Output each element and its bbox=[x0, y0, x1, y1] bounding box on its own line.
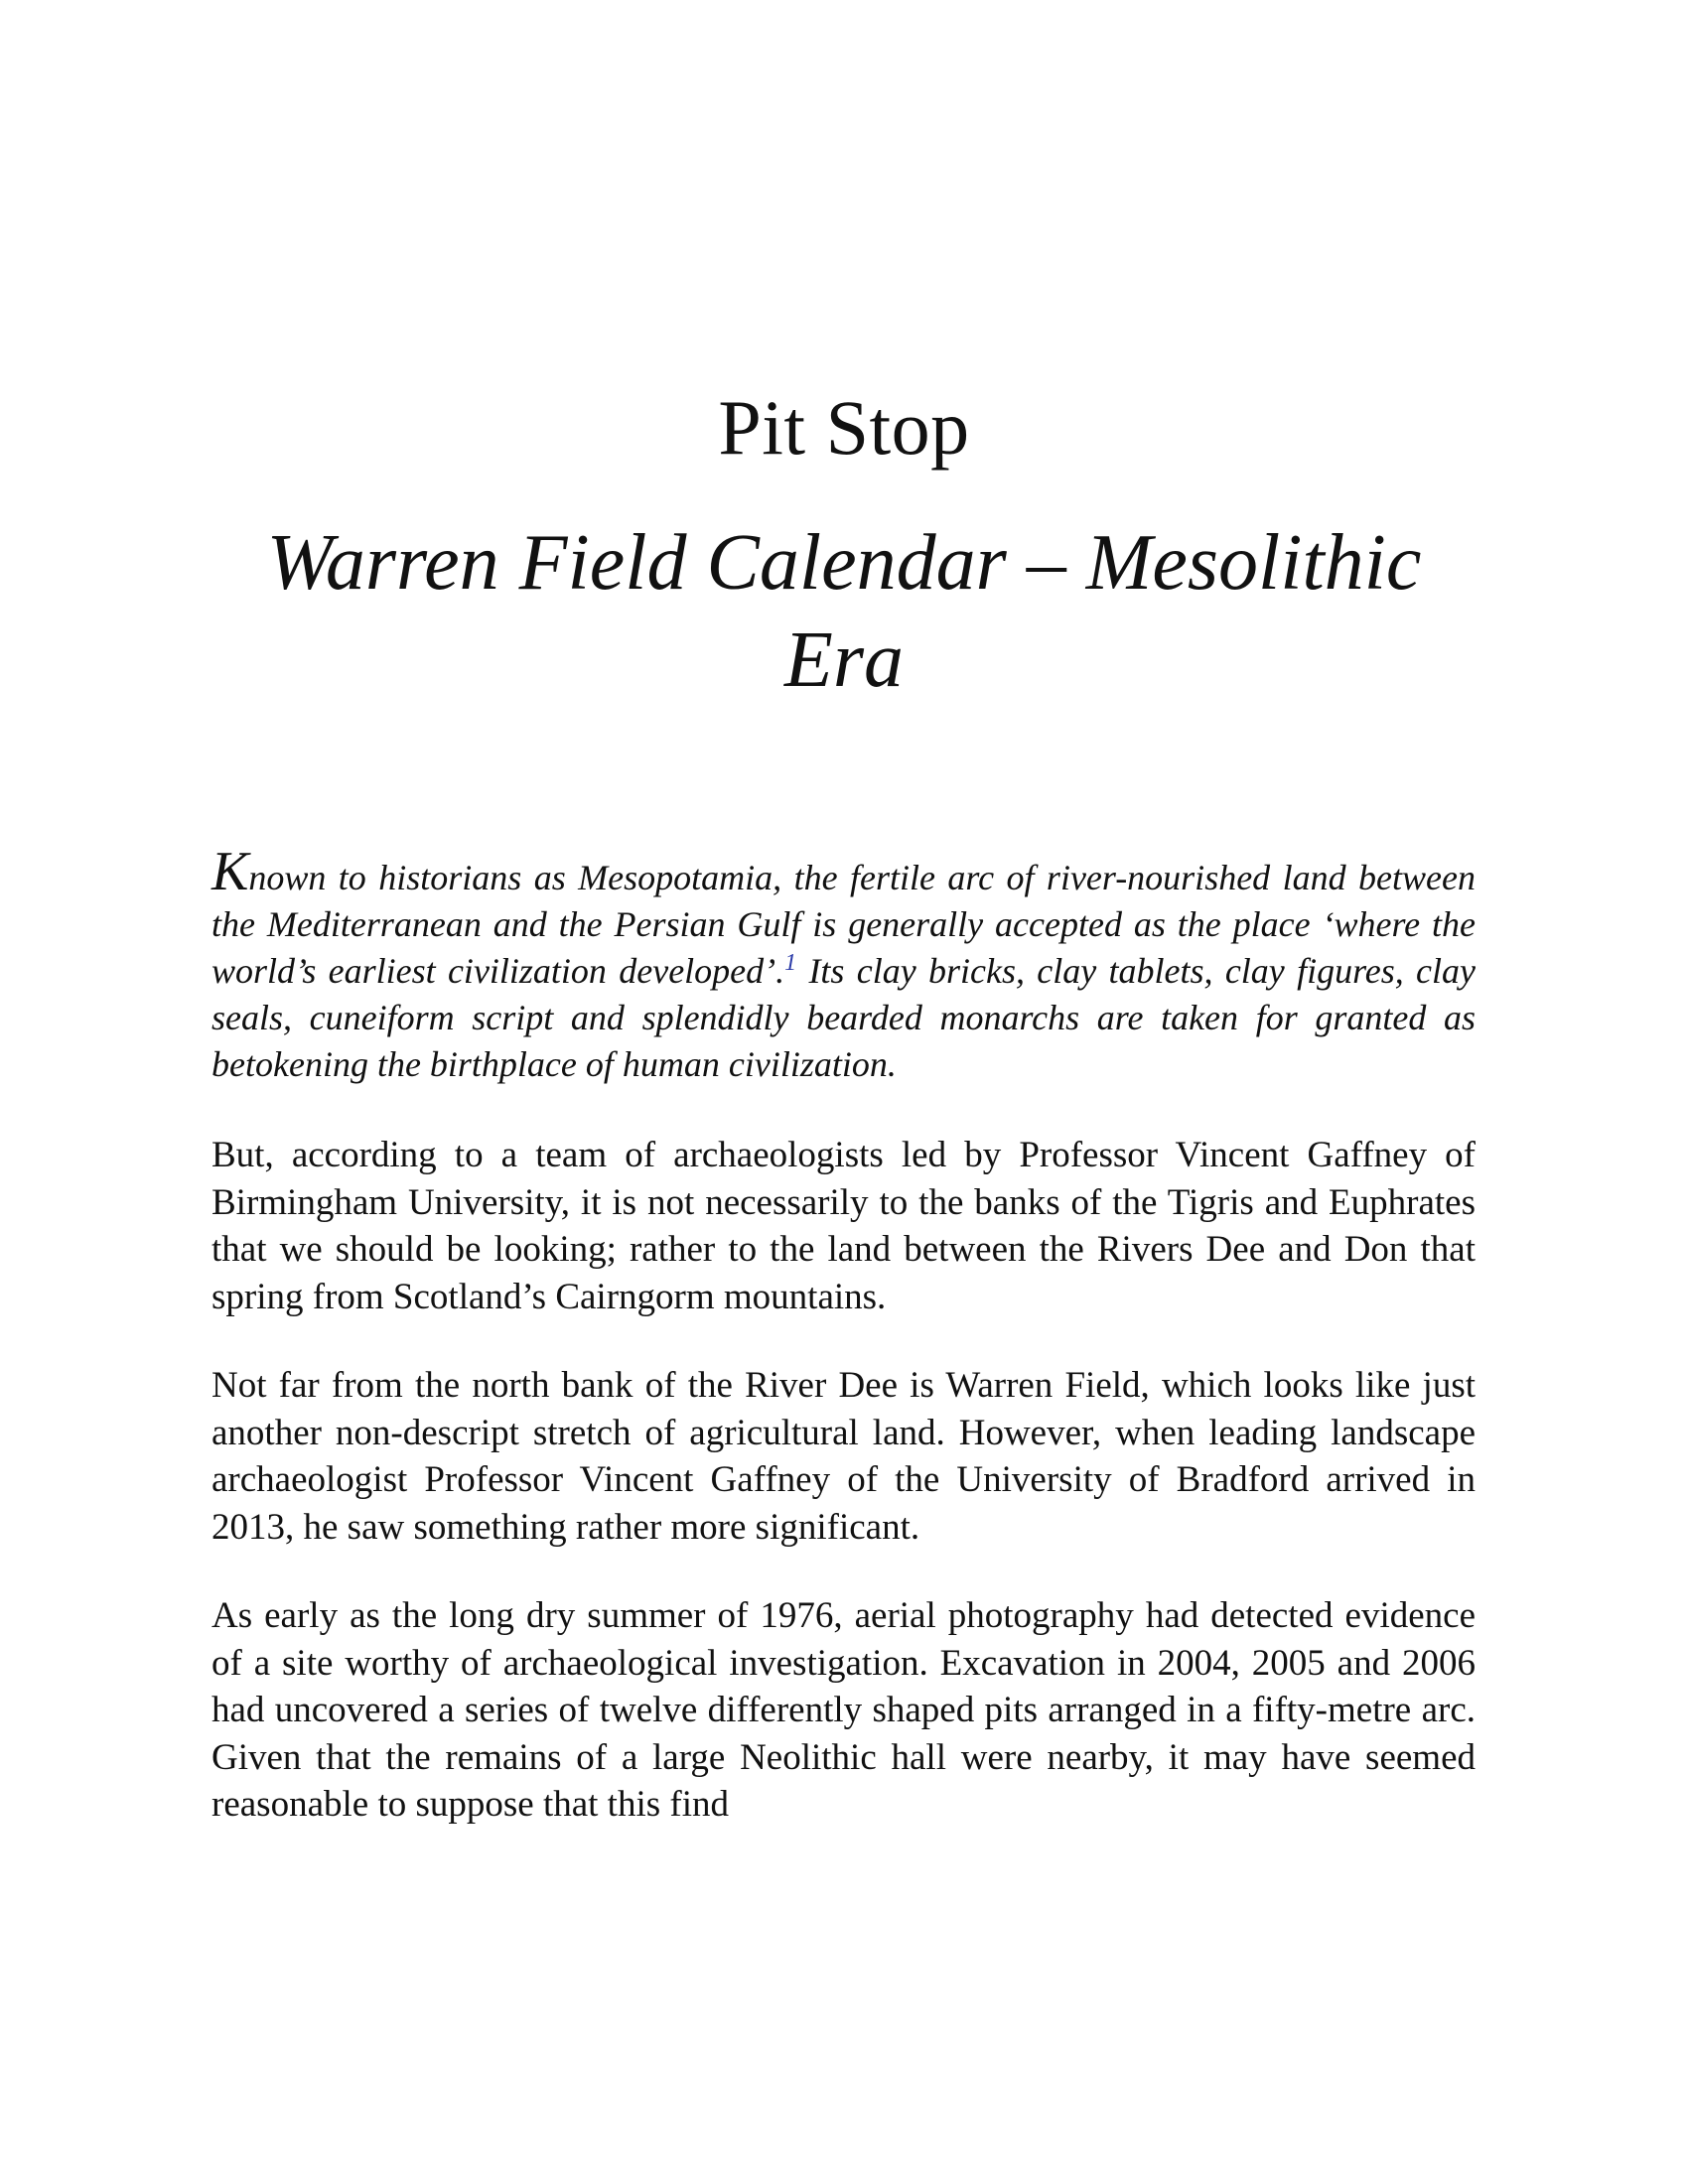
paragraph-1: But, according to a team of archaeologists led by Professor Vincent Gaffney of Birmingham University, it is not necessarily to the banks of the Tigris and Euphrates that we should be looking; rather to the land between the Rivers Dee and Don that spring from Scotland’s Cairngorm mountains. bbox=[211, 1135, 1476, 1317]
intro-text-continued: Its clay bricks, clay tablets, clay figures, clay seals, cuneiform script and splendidly bearded monarchs are taken for granted as betokening the birthplace of human civilization. bbox=[211, 951, 1476, 1084]
body-text bbox=[211, 841, 1476, 1870]
intro-paragraph bbox=[211, 841, 1476, 1088]
paragraph-2: Not far from the north bank of the River Dee is Warren Field, which looks like just another non-descript stretch of agricultural land. However, when leading landscape archaeologist Professor Vincent Gaffney of the University of Bradford arrived in 2013, he saw something rather more significant. bbox=[211, 1365, 1476, 1548]
paragraph-3: As early as the long dry summer of 1976, aerial photography had detected evidence of a site worthy of archaeological investigation. Excavation in 2004, 2005 and 2006 had uncovered a series of twelve differently shaped pits arranged in a fifty-metre arc. Given that the remains of a large Neolithic hall were nearby, it may have seemed reasonable to suppose that this find bbox=[211, 1595, 1476, 1825]
intro-text: nown to historians as Mesopotamia, the fertile arc of river-nourished land between the Mediterranean and the Persian Gulf is generally accepted as the place ‘where the world’s earliest civilization developed’. bbox=[211, 858, 1476, 991]
footnote-reference[interactable]: 1 bbox=[784, 950, 797, 976]
drop-cap: K bbox=[211, 841, 249, 902]
chapter-title: Pit Stop bbox=[718, 384, 970, 471]
chapter-subtitle: Warren Field Calendar – Mesolithic Era bbox=[266, 519, 1422, 704]
